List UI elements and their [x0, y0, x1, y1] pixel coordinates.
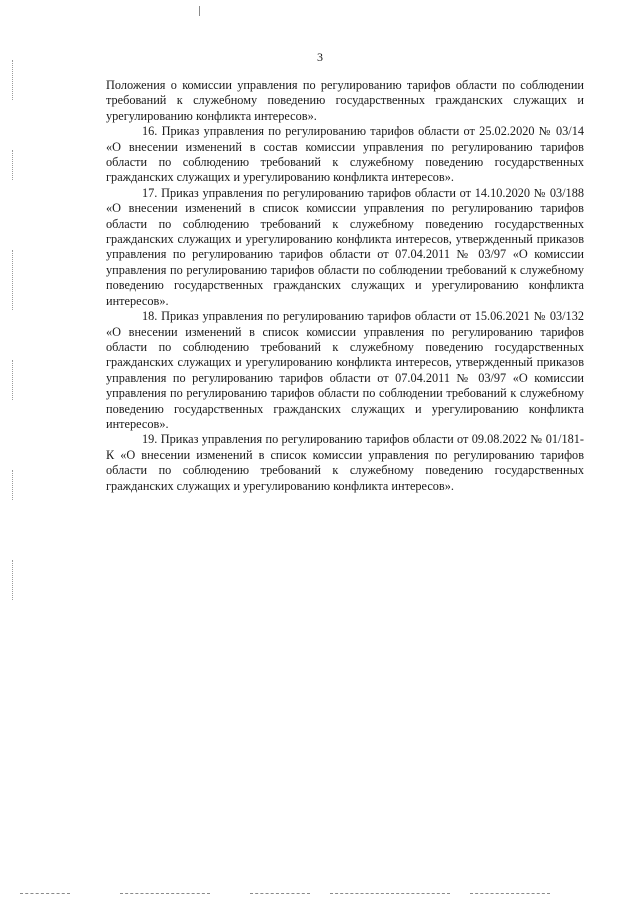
scan-artifact-margin: [12, 560, 13, 600]
paragraph-item-19: 19. Приказ управления по регулированию тарифов области от 09.08.2022 № 01/181-К «О внесении изменений в список комиссии управления по регулированию тарифов области по соблюдению требований к служебному поведению государственных гражданских служащих и урегулированию конфликта интересов».: [106, 432, 584, 493]
paragraph-item-17: 17. Приказ управления по регулированию тарифов области от 14.10.2020 № 03/188 «О внесении изменений в список комиссии управления по регулированию тарифов области по соблюдению требований к служебному поведению государственных гражданских служащих и урегулированию конфликта интересов, утвержденный приказов управления по регулированию тарифов области от 07.04.2011 № 03/97 «О комиссии управления по регулированию тарифов области по соблюдении требований к служебному поведению государственных гражданских служащих и урегулированию конфликта интересов».: [106, 185, 584, 308]
scan-artifact-margin: [12, 150, 13, 180]
scan-artifact-tick: [199, 6, 200, 16]
scan-artifact-margin: [12, 360, 13, 400]
scan-artifact-bottom: [20, 893, 70, 894]
scan-artifact-bottom: [470, 893, 550, 894]
paragraph-item-18: 18. Приказ управления по регулированию тарифов области от 15.06.2021 № 03/132 «О внесении изменений в список комиссии управления по регулированию тарифов области по соблюдению требований к служебному поведению государственных гражданских служащих и урегулированию конфликта интересов, утвержденный приказов управления по регулированию тарифов области от 07.04.2011 № 03/97 «О комиссии управления по регулированию тарифов области по соблюдении требований к служебному поведению государственных гражданских служащих и урегулированию конфликта интересов».: [106, 309, 584, 431]
page-number: 3: [317, 50, 323, 64]
scan-artifact-margin: [12, 60, 13, 100]
paragraph-item-16: 16. Приказ управления по регулированию тарифов области от 25.02.2020 № 03/14 «О внесении изменений в состав комиссии управления по регулированию тарифов области по соблюдению требований к служебному поведению государственных гражданских служащих и урегулированию конфликта интересов».: [106, 124, 584, 185]
scan-artifact-bottom: [250, 893, 310, 894]
scan-artifact-bottom: [120, 893, 210, 894]
scan-artifact-margin: [12, 470, 13, 500]
document-body: [106, 78, 584, 494]
scan-artifact-bottom: [330, 893, 450, 894]
paragraph-continued: Положения о комиссии управления по регулированию тарифов области по соблюдении требований к служебному поведению государственных гражданских служащих и урегулированию конфликта интересов».: [106, 78, 584, 123]
scan-artifact-margin: [12, 250, 13, 310]
